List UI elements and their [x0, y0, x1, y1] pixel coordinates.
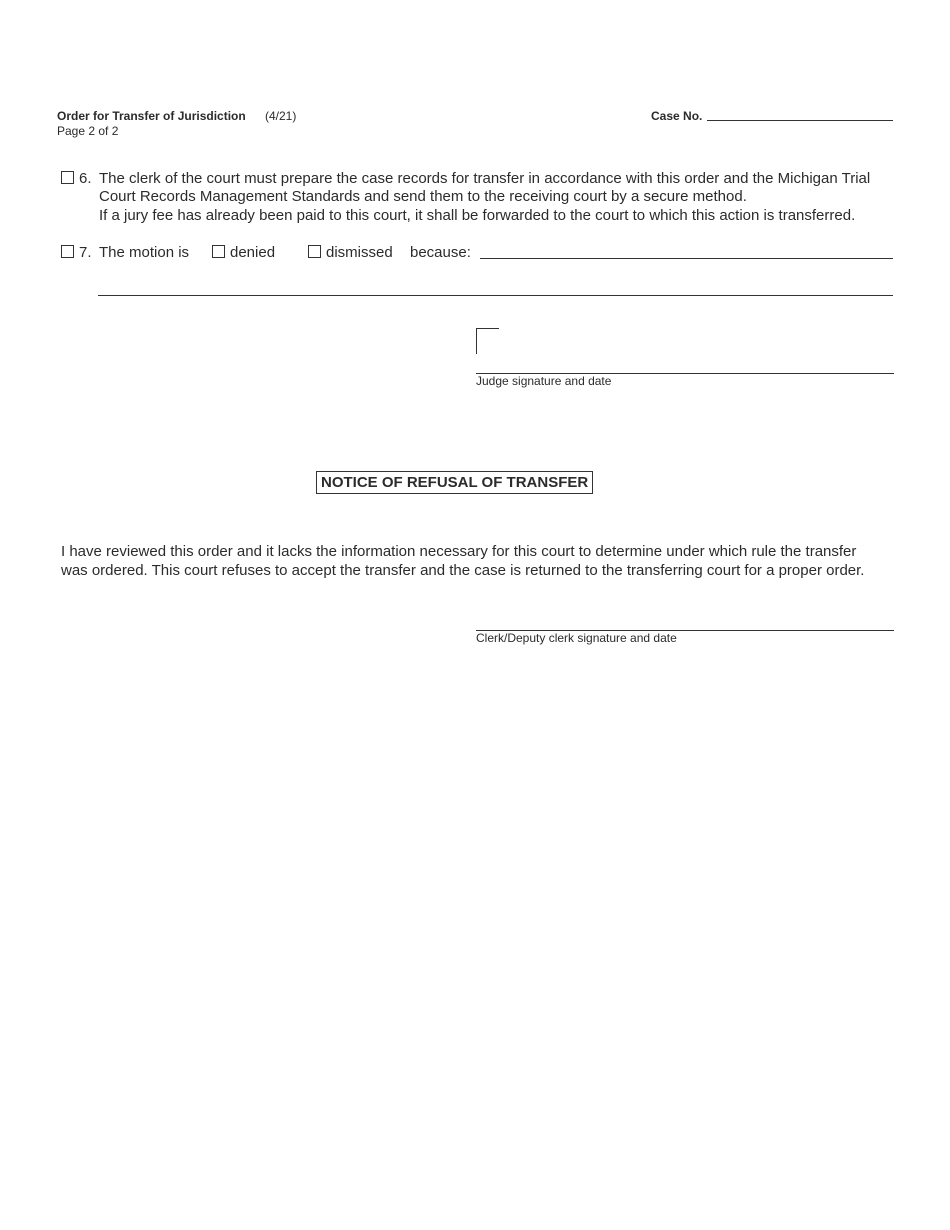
- item-7-text: The motion is: [99, 244, 190, 261]
- because-field-line-1[interactable]: [480, 258, 893, 259]
- denied-label: denied: [230, 244, 276, 261]
- form-title: Order for Transfer of Jurisdiction: [57, 109, 246, 123]
- dismissed-checkbox[interactable]: [308, 245, 321, 258]
- judge-signature-caption: Judge signature and date: [476, 374, 612, 388]
- denied-checkbox[interactable]: [212, 245, 225, 258]
- clerk-signature-caption: Clerk/Deputy clerk signature and date: [476, 631, 677, 645]
- item-6-line-1: The clerk of the court must prepare the case records for transfer in accordance with this order and the Michigan Trial: [99, 170, 871, 187]
- item-6-line-3: If a jury fee has already been paid to this court, it shall be forwarded to the court to which this action is transferred.: [99, 207, 856, 224]
- form-revision: (4/21): [265, 109, 297, 123]
- item-7-checkbox[interactable]: [61, 245, 74, 258]
- item-6-checkbox[interactable]: [61, 171, 74, 184]
- dismissed-label: dismissed: [326, 244, 393, 261]
- item-6-number: 6.: [79, 170, 92, 187]
- item-6-line-2: Court Records Management Standards and send them to the receiving court by a secure method.: [99, 188, 747, 205]
- because-field-line-2[interactable]: [98, 295, 893, 296]
- notice-title: NOTICE OF REFUSAL OF TRANSFER: [316, 471, 593, 494]
- case-no-field[interactable]: [707, 120, 893, 121]
- notice-line-2: was ordered. This court refuses to accept the transfer and the case is returned to the transferring court for a proper order.: [61, 562, 865, 579]
- item-7-number: 7.: [79, 244, 92, 261]
- signature-corner-mark: [476, 328, 499, 354]
- page-number: Page 2 of 2: [57, 124, 119, 138]
- case-no-label: Case No.: [651, 109, 703, 123]
- because-label: because:: [410, 244, 471, 261]
- notice-line-1: I have reviewed this order and it lacks the information necessary for this court to determine under which rule the transfer: [61, 543, 857, 560]
